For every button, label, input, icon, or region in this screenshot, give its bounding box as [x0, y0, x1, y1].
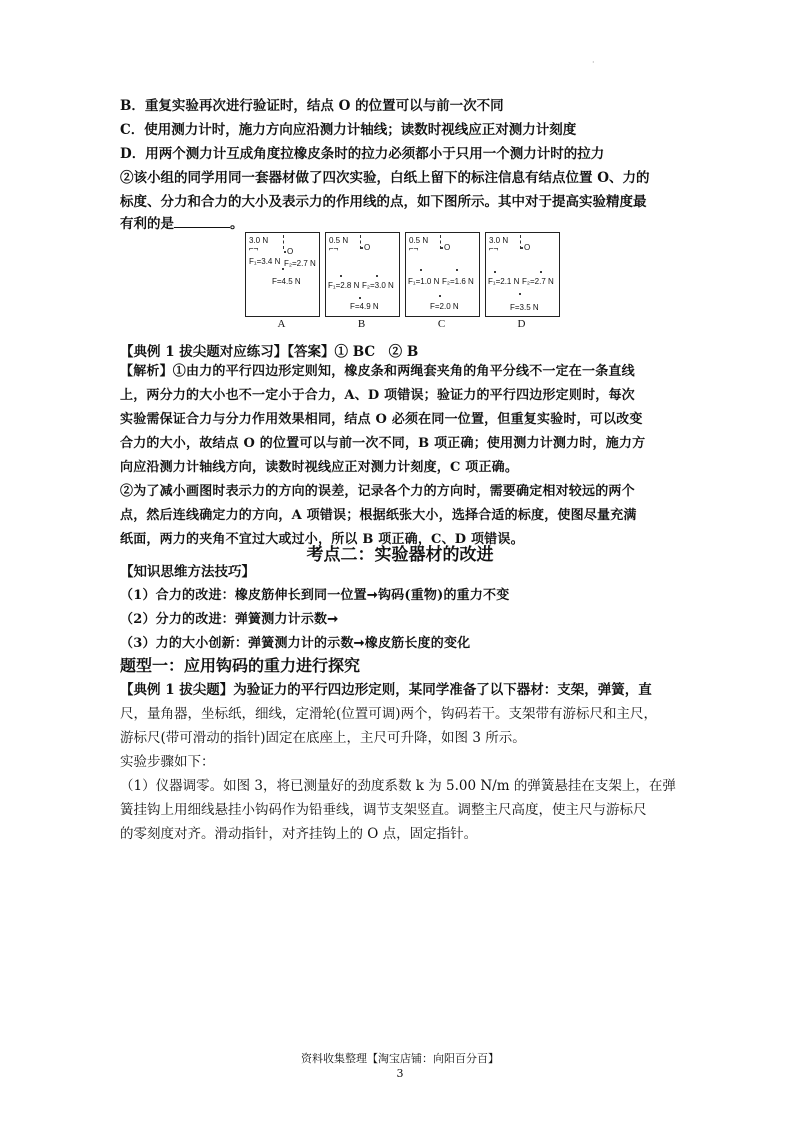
- point: [282, 268, 284, 270]
- force-diagrams-figure: [245, 232, 565, 337]
- point: [494, 271, 496, 273]
- option-b: B．重复实验再次进行验证时，结点 O 的位置可以与前一次不同: [120, 98, 504, 114]
- option-d: D．用两个测力计互成角度拉橡皮条时的拉力必须都小于只用一个测力计时的拉力: [120, 146, 605, 162]
- node-o: [521, 247, 523, 249]
- point: [340, 275, 342, 277]
- o-label: O: [444, 243, 451, 252]
- f1-label: F₁=3.4 N: [249, 257, 281, 266]
- f-label: F=4.9 N: [350, 302, 379, 311]
- explanation-line-5: 向应沿测力计轴线方向，读数时视线应正对测力计刻度，C 项正确。: [120, 460, 519, 475]
- explanation-line-3: 实验需保证合力与分力作用效果相同，结点 O 必须在同一位置，但重复实验时，可以改变: [120, 412, 643, 427]
- node-o: [441, 247, 443, 249]
- tip-2: （2）分力的改进：弹簧测力计示数➞: [120, 612, 339, 627]
- node-o: [284, 251, 286, 253]
- o-label: O: [364, 243, 371, 252]
- steps-title: 实验步骤如下：: [120, 754, 215, 770]
- o-label: O: [287, 247, 294, 256]
- caption-b: B: [357, 318, 366, 330]
- point: [359, 297, 361, 299]
- panel-d: [485, 232, 560, 317]
- point: [376, 275, 378, 277]
- question-2-period: 。: [230, 216, 244, 232]
- explanation-line-7: 点，然后连线确定力的方向，A 项错误；根据纸张大小，选择合适的标度，使图尽量充满: [120, 508, 637, 523]
- answer-blank: [174, 215, 230, 228]
- f1-label: F₁=2.8 N: [328, 281, 360, 290]
- tip-3: （3）力的大小创新：弹簧测力计的示数➞橡皮筋长度的变化: [120, 636, 471, 651]
- point: [540, 271, 542, 273]
- f-label: F=2.0 N: [430, 302, 459, 311]
- question-2-line-1: ②该小组的同学用同一套器材做了四次实验，白纸上留下的标注信息有结点位置 O、力的: [120, 170, 650, 186]
- footer-source: 资料收集整理【淘宝店铺：向阳百分百】: [301, 1052, 499, 1065]
- tips-title: 【知识思维方法技巧】: [120, 564, 255, 580]
- answer-line: 【典例 1 拔尖题对应练习】【答案】① BC ② B: [120, 344, 419, 360]
- scale-bar: ⌐¬: [329, 244, 339, 253]
- stray-mark: ·: [592, 58, 595, 67]
- f1-label: F₁=1.0 N: [408, 277, 440, 286]
- panel-b: [325, 232, 400, 317]
- example-line-2: 尺，量角器，坐标纸，细线，定滑轮(位置可调)两个，钩码若干。支架带有游标尺和主尺，: [120, 706, 658, 722]
- question-2-text: 有利的是: [120, 216, 174, 232]
- point: [456, 269, 458, 271]
- step-1-line-3: 的零刻度对齐。滑动指针，对齐挂钩上的 O 点，固定指针。: [120, 826, 478, 842]
- explanation-line-4: 合力的大小，故结点 O 的位置可以与前一次不同，B 项正确；使用测力计测力时，施力方: [120, 436, 646, 451]
- node-o: [361, 247, 363, 249]
- scale-bar: ⌐¬: [409, 244, 419, 253]
- option-c: C．使用测力计时，施力方向应沿测力计轴线；读数时视线应正对测力计刻度: [120, 122, 577, 138]
- f2-label: F₂=1.6 N: [442, 277, 474, 286]
- section-heading: 考点二：实验器材的改进: [306, 545, 494, 565]
- f2-label: F₂=2.7 N: [284, 259, 316, 268]
- caption-d: D: [517, 318, 526, 330]
- step-1-line-2: 簧挂钩上用细线悬挂小钩码作为铅垂线，调节支架竖直。调整主尺高度，使主尺与游标尺: [120, 802, 647, 818]
- explanation-line-1: 【解析】①由力的平行四边形定则知，橡皮条和两绳套夹角的角平分线不一定在一条直线: [120, 364, 635, 379]
- caption-c: C: [437, 318, 446, 330]
- panel-a: [245, 232, 320, 317]
- scale-bar: ⌐¬: [249, 244, 259, 253]
- point: [420, 269, 422, 271]
- dashed-line: [283, 235, 285, 249]
- f2-label: F₂=3.0 N: [362, 281, 394, 290]
- point: [519, 293, 521, 295]
- scale-label: 3.0 N: [249, 236, 269, 245]
- example-line-1: 【典例 1 拔尖题】为验证力的平行四边形定则，某同学准备了以下器材：支架，弹簧，直: [120, 682, 652, 698]
- explanation-line-8: 纸面，两力的夹角不宜过大或过小，所以 B 项正确，C、D 项错误。: [120, 532, 524, 547]
- f1-label: F₁=2.1 N: [488, 277, 520, 286]
- f2-label: F₂=2.7 N: [522, 277, 554, 286]
- page-number: 3: [396, 1067, 404, 1080]
- panel-c: [405, 232, 480, 317]
- o-label: O: [524, 243, 531, 252]
- question-2-line-2: 标度、分力和合力的大小及表示力的作用线的点，如下图所示。其中对于提高实验精度最: [120, 194, 647, 210]
- explanation-line-6: ②为了减小画图时表示力的方向的误差，记录各个力的方向时，需要确定相对较远的两个: [120, 484, 635, 499]
- step-1-line-1: （1）仪器调零。如图 3，将已测量好的劲度系数 k 为 5.00 N/m 的弹簧悬挂在支架上，在弹: [120, 778, 676, 794]
- f-label: F=4.5 N: [272, 277, 301, 286]
- explanation-line-2: 上，两分力的大小也不一定小于合力，A、D 项错误；验证力的平行四边形定则时，每次: [120, 388, 635, 403]
- scale-bar: ⌐¬: [489, 244, 499, 253]
- f-label: F=3.5 N: [510, 303, 539, 312]
- question-2-line-3: [120, 214, 244, 234]
- caption-a: A: [277, 318, 286, 330]
- scale-label: 3.0 N: [489, 236, 509, 245]
- scale-label: 0.5 N: [329, 236, 349, 245]
- question-type-title: 题型一：应用钩码的重力进行探究: [120, 656, 361, 675]
- point: [439, 295, 441, 297]
- example-line-3: 游标尺(带可滑动的指针)固定在底座上，主尺可升降，如图 3 所示。: [120, 730, 526, 746]
- tip-1: （1）合力的改进：橡皮筋伸长到同一位置➞钩码(重物)的重力不变: [120, 588, 510, 603]
- scale-label: 0.5 N: [409, 236, 429, 245]
